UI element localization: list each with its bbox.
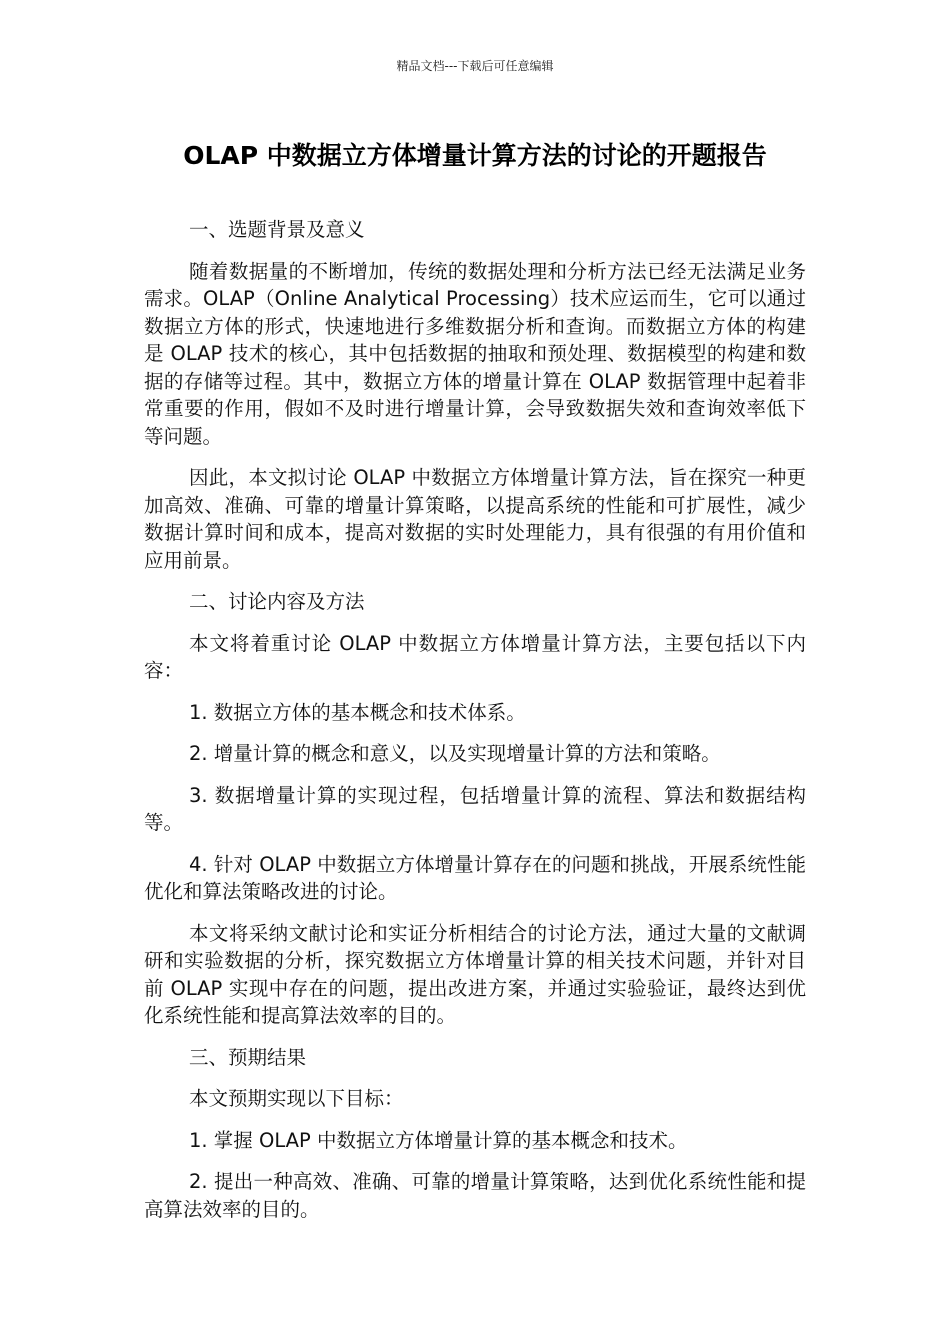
list-item-result-1: 1. 掌握 OLAP 中数据立方体增量计算的基本概念和技术。: [189, 1128, 688, 1152]
paragraph-method: 本文将采纳文献讨论和实证分析相结合的讨论方法，通过大量的文献调研和实验数据的分析，探究数据立方体增量计算的相关技术问题，并针对目前 OLAP 实现中存在的问题，提出改进方案，并通过实验验证，最终达到优化系统性能和提高算法效率的目的。: [144, 921, 806, 1027]
page-header: 精品文档---下载后可任意编辑: [396, 59, 554, 73]
section-heading-expected-results: 三、预期结果: [189, 1045, 307, 1069]
document-title: OLAP 中数据立方体增量计算方法的讨论的开题报告: [183, 141, 767, 170]
list-item-content-1: 1. 数据立方体的基本概念和技术体系。: [189, 700, 526, 724]
list-item-content-3: 3. 数据增量计算的实现过程，包括增量计算的流程、算法和数据结构等。: [144, 783, 806, 834]
list-item-content-2: 2. 增量计算的概念和意义，以及实现增量计算的方法和策略。: [189, 742, 721, 765]
list-item-content-4: 4. 针对 OLAP 中数据立方体增量计算存在的问题和挑战，开展系统性能优化和算法策略改进的讨论。: [144, 852, 806, 903]
section-heading-background: 一、选题背景及意义: [189, 218, 365, 241]
paragraph-results-intro: 本文预期实现以下目标：: [189, 1087, 404, 1110]
list-item-result-2: 2. 提出一种高效、准确、可靠的增量计算策略，达到优化系统性能和提高算法效率的目的。: [144, 1170, 806, 1221]
paragraph-background: 随着数据量的不断增加，传统的数据处理和分析方法已经无法满足业务需求。OLAP（Online Analytical Processing）技术应运而生，它可以通过数据立方体的形式，快速地进行多维数据分析和查询。而数据立方体的构建是 OLAP 技术的核心，其中包括数据的抽取和预处理、数据模型的构建和数据的存储等过程。其中，数据立方体的增量计算在 OLAP 数据管理中起着非常重要的作用，假如不及时进行增量计算，会导致数据失效和查询效率低下等问题。: [144, 259, 806, 448]
document-body: [144, 216, 806, 1237]
paragraph-purpose: 因此，本文拟讨论 OLAP 中数据立方体增量计算方法，旨在探究一种更加高效、准确、可靠的增量计算策略，以提高系统的性能和可扩展性，减少数据计算时间和成本，提高对数据的实时处理能力，具有很强的有用价值和应用前景。: [144, 466, 806, 572]
paragraph-content-intro: 本文将着重讨论 OLAP 中数据立方体增量计算方法，主要包括以下内容：: [144, 631, 806, 682]
section-heading-content-method: 二、讨论内容及方法: [189, 590, 365, 613]
